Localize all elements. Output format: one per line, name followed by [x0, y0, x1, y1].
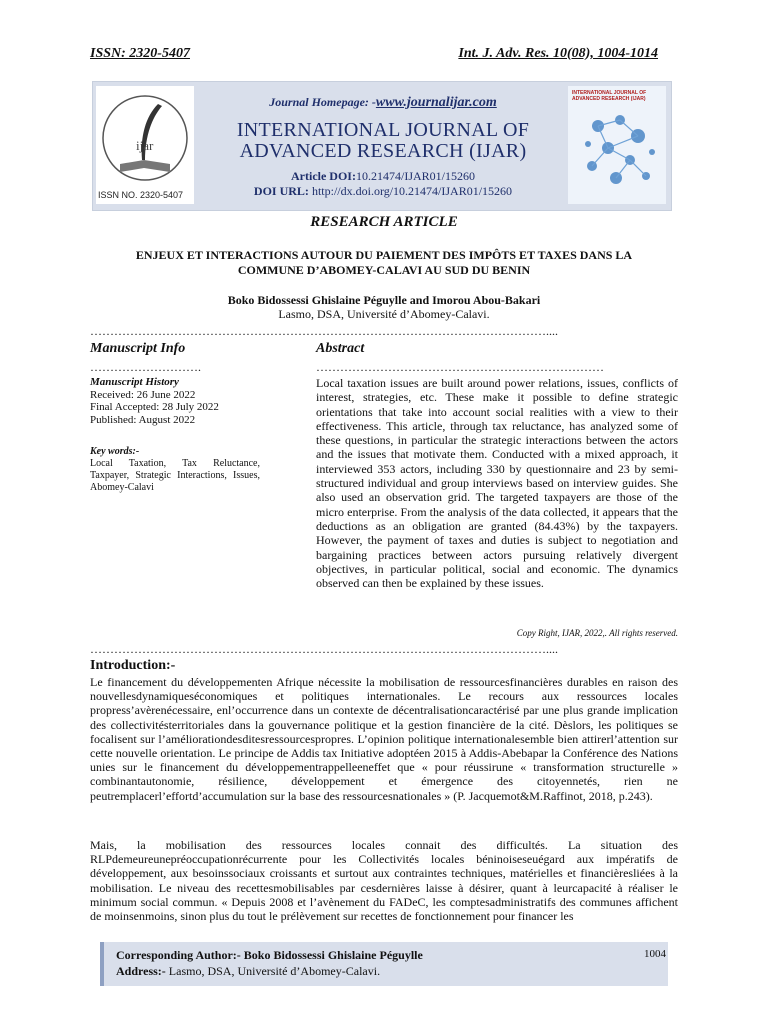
corresponding-author-box — [100, 942, 668, 986]
citation-header: Int. J. Adv. Res. 10(08), 1004-1014 — [458, 46, 658, 61]
abstract-heading: Abstract — [316, 341, 365, 356]
received-date: Received: 26 June 2022 — [90, 388, 196, 401]
journal-title-line1: INTERNATIONAL JOURNAL OF — [236, 119, 530, 141]
copyright-note: Copy Right, IJAR, 2022,. All rights reserved. — [516, 628, 678, 638]
homepage-link[interactable]: www.journalijar.com — [375, 95, 497, 110]
doi-value[interactable]: 10.21474/IJAR01/15260 — [355, 169, 475, 183]
doi-url-link[interactable]: http://dx.doi.org/10.21474/IJAR01/15260 — [311, 184, 513, 198]
published-date: Published: August 2022 — [90, 413, 196, 426]
journal-title — [196, 120, 570, 162]
journal-cover — [568, 86, 666, 204]
cover-title: INTERNATIONAL JOURNAL OF ADVANCED RESEARCH (IJAR) — [572, 90, 647, 102]
history-label: Manuscript History — [90, 376, 179, 388]
page-number: 1004 — [644, 948, 666, 960]
divider-right: ……………………………………………………………… — [316, 360, 604, 374]
journal-logo — [96, 86, 194, 204]
divider-top: …………………………………………………………………………………………………….... — [90, 324, 558, 338]
issn-header: ISSN: 2320-5407 — [90, 46, 190, 61]
article-title — [100, 248, 668, 278]
divider-bottom: …………………………………………………………………………………………………….... — [90, 642, 558, 656]
manuscript-history — [90, 376, 260, 426]
article-type: RESEARCH ARTICLE — [310, 214, 458, 230]
logo-issn: ISSN NO. 2320-5407 — [98, 190, 184, 200]
divider-left: ………………………. — [90, 360, 201, 374]
abstract-text: Local taxation issues are built around power relations, issues, conflicts of interest, strategies, etc. These make it possible to define strategic orientations that take into account social realities with a view to their effectiveness. This article, through tax reluctance, has analyzed some of these questions, in particular the strategic interactions between the actors and the issues that motivate them. Conducted with a mixed approach, it interviewed 353 actors, including 330 by questionnaire and 23 by semi-structured individual and group interviews based on interview guides. She also used an observation grid. The targeted taxpayers are those of the micro enterprise. From the analysis of the data collected, it appears that the deductions as an obligation are granted (84.43%) by the taxpayers. However, the payment of taxes and duties is subject to negotiation and bargaining practices between actors pursuing relatively divergent objectives, in particular political, social and economic. The dynamics observed can then be explained by these issues. — [316, 376, 678, 591]
doi-label: Article DOI: — [291, 169, 356, 183]
journal-title-line2: ADVANCED RESEARCH (IJAR) — [239, 140, 527, 162]
article-title-line2: COMMUNE D’ABOMEY-CALAVI AU SUD DU BENIN — [237, 263, 531, 277]
accepted-date: Final Accepted: 28 July 2022 — [90, 401, 219, 413]
journal-homepage — [200, 95, 566, 111]
address-label: Address:- — [116, 964, 166, 978]
keywords-text: Local Taxation, Tax Reluctance, Taxpayer, Strategic Interactions, Issues, Abomey-Calavi — [90, 458, 260, 493]
article-authors: Boko Bidossessi Ghislaine Péguylle and Imorou Abou-Bakari — [227, 293, 541, 307]
introduction-heading: Introduction:- — [90, 658, 176, 673]
manuscript-info-heading: Manuscript Info — [90, 341, 186, 356]
introduction-paragraph-1: Le financement du développementen Afrique nécessite la mobilisation de ressourcesfinancières durables en raison des nouvellesdynamiqueséconomiques et politiques internationales. Le recours aux ressources locales propress’avèrenécessaire, enl’occurrence dans un contexte de décentralisationcaractérisé par une plus grande implication des collectivitésterritoriales dans la gouvernance politique et la gestion financière de la cité. Dèslors, les politiques se focalisent sur l’améliorationdesditesressourcespropres. L’opinion politique internationalesemble bien attirerl’attention sur cette nouvelle orientation. Le principe de Addis tax Initiative adoptéen 2015 à Addis-Abebapar la Conférence des Nations unies sur le financement du développementrappelleeneffet que « pour réussirune « transformation structurelle » combinantautonomie, résilience, développement et émergence des citoyennetés, rien ne peutremplacerl’effortd’accumulation sur la base des ressourcesnationales » (P. Jacquemot&M.Raffinot, 2018, p.243). — [90, 675, 678, 803]
address-value: Lasmo, DSA, Université d’Abomey-Calavi. — [168, 964, 381, 978]
quill-book-icon — [96, 86, 194, 204]
molecule-cover-icon — [568, 86, 666, 204]
keywords-label: Key words:- — [90, 446, 140, 457]
doi-url-label: DOI URL: — [253, 184, 309, 198]
introduction-paragraph-2: Mais, la mobilisation des ressources locales connait des difficultés. La situation des RLPdemeureunepréoccupationrécurrente pour les Collectivités locales béninoiseseuégard aux impératifs de développement, aux besoinssociaux croissants et surtout aux contraintes techniques, matérielles et financièresliées à la mobilisation. Le niveau des recettesmobilisables par cesdernières laisse à désirer, quant à leurcapacité à réaliser le minimum social commun. « Depuis 2008 et l’avènement du FADeC, les comptesadministratifs des communes affichent de moinsenmoins, sinon plus du tout le prélèvement sur recettes de fonctionnement pour financer les — [90, 838, 678, 924]
article-affiliation: Lasmo, DSA, Université d’Abomey-Calavi. — [278, 307, 490, 321]
logo-text: ijar — [136, 138, 154, 153]
article-title-line1: ENJEUX ET INTERACTIONS AUTOUR DU PAIEMENT DES IMPÔTS ET TAXES DANS LA — [135, 248, 633, 262]
corr-name: Boko Bidossessi Ghislaine Péguylle — [243, 948, 423, 962]
keywords-block — [90, 446, 260, 494]
corr-label: Corresponding Author:- — [116, 948, 241, 962]
doi-block — [200, 169, 566, 199]
homepage-label: Journal Homepage: - — [269, 95, 376, 109]
